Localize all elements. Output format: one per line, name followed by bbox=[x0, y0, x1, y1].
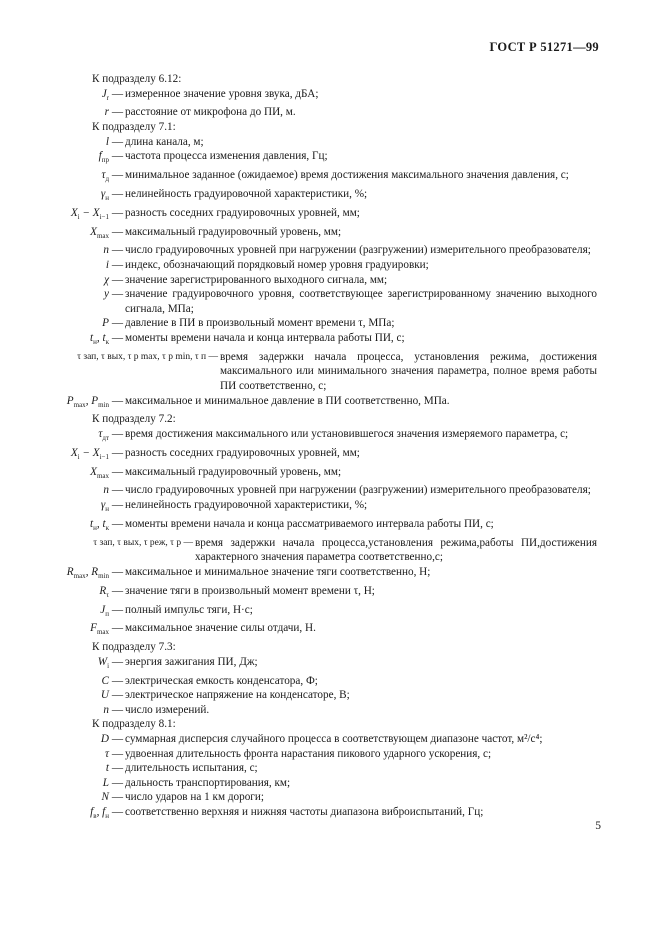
document-body bbox=[0, 72, 661, 824]
term-symbol: n — bbox=[103, 703, 123, 716]
definition-row bbox=[0, 331, 661, 350]
term-symbol: $P_{max}$, $P_{min}$ — bbox=[66, 394, 123, 409]
definition-row bbox=[0, 776, 661, 791]
definition-row bbox=[0, 703, 661, 718]
term-definition: число ударов на 1 км дороги; bbox=[125, 791, 264, 804]
term-definition: электрическая емкость конденсатора, Ф; bbox=[125, 674, 318, 687]
definition-row bbox=[0, 350, 661, 394]
term-definition: моменты времени начала и конца рассматриваемого интервала работы ПИ, с; bbox=[125, 517, 494, 530]
term-symbol: r — bbox=[104, 106, 123, 119]
term-symbol: P — bbox=[102, 317, 123, 330]
term-symbol: y — bbox=[104, 288, 123, 301]
definition-row bbox=[0, 790, 661, 805]
definition-row bbox=[0, 135, 661, 150]
definition-row bbox=[0, 655, 661, 674]
term-definition: время задержки начала процесса, установления режима, достижения максимального или минимального значения параметра, полное время работы ПИ соответственно, с; bbox=[220, 350, 597, 392]
term-symbol: $W_i$ — bbox=[97, 655, 123, 670]
definition-row bbox=[0, 747, 661, 762]
term-definition: максимальный градуировочный уровень, мм; bbox=[125, 225, 342, 238]
term-definition: число градуировочных уровней при нагружении (разгружении) измерительного преобразователя; bbox=[125, 484, 591, 497]
term-definition: минимальное заданное (ожидаемое) время достижения максимального значения давления, с; bbox=[125, 169, 569, 182]
term-definition: индекс, обозначающий порядковый номер уровня градуировки; bbox=[125, 258, 429, 271]
term-definition: значение градуировочного уровня, соответствующее зарегистрированному значению выходного сигнала, МПа; bbox=[125, 288, 597, 315]
term-definition: время достижения максимального или установившегося значения измеряемого параметра, с; bbox=[125, 427, 569, 440]
term-symbol: $X_{max}$ — bbox=[90, 465, 123, 480]
term-symbol: N — bbox=[101, 791, 123, 804]
term-definition: электрическое напряжение на конденсаторе, В; bbox=[125, 689, 350, 702]
term-symbol: $f_в$, $f_н$ — bbox=[90, 805, 123, 821]
term-definition: частота процесса изменения давления, Гц; bbox=[125, 150, 328, 163]
term-definition: полный импульс тяги, Н·с; bbox=[125, 603, 253, 616]
term-definition: нелинейность градуировочной характеристики, %; bbox=[125, 499, 368, 512]
term-symbol: l — bbox=[105, 135, 123, 148]
term-symbol: D — bbox=[100, 732, 123, 745]
term-definition: энергия зажигания ПИ, Дж; bbox=[125, 655, 258, 668]
section-heading: К подразделу 8.1: bbox=[92, 718, 176, 731]
term-symbol: τ зап, τ вых, τ реж, τ р — bbox=[93, 537, 193, 548]
term-definition: максимальное значение силы отдачи, Н. bbox=[125, 622, 316, 635]
term-definition: длина канала, м; bbox=[125, 135, 204, 148]
term-symbol: n — bbox=[103, 244, 123, 257]
section-heading: К подразделу 7.1: bbox=[92, 121, 176, 134]
term-definition: суммарная дисперсия случайного процесса в соответствующем диапазоне частот, м²/с⁴; bbox=[125, 732, 543, 745]
term-definition: измеренное значение уровня звука, дБА; bbox=[125, 87, 319, 100]
term-symbol: $J_п$ — bbox=[100, 603, 123, 618]
definition-row bbox=[0, 427, 661, 446]
definition-row bbox=[0, 187, 661, 206]
document-header: ГОСТ Р 51271—99 bbox=[489, 40, 599, 54]
term-definition: моменты времени начала и конца интервала работы ПИ, с; bbox=[125, 331, 405, 344]
term-symbol: $\gamma_н$ — bbox=[100, 499, 123, 514]
term-definition: число измерений. bbox=[125, 703, 210, 716]
term-symbol: $t_н$, $t_к$ — bbox=[90, 517, 123, 533]
term-symbol: C — bbox=[101, 674, 123, 687]
term-definition: время задержки начала процесса,установления режима,работы ПИ,достижения характерного значения параметра соответственно,с; bbox=[195, 536, 597, 564]
definition-row bbox=[0, 168, 661, 187]
term-definition: максимальный градуировочный уровень, мм; bbox=[125, 465, 342, 478]
term-definition: максимальное и минимальное значение тяги соответственно, Н; bbox=[125, 565, 431, 578]
definition-row bbox=[0, 517, 661, 536]
definition-row bbox=[0, 584, 661, 603]
term-symbol: $X_{max}$ — bbox=[90, 225, 123, 240]
definition-row bbox=[0, 761, 661, 776]
definition-row bbox=[0, 498, 661, 517]
section-heading: К подразделу 6.12: bbox=[92, 73, 182, 85]
term-definition: длительность испытания, с; bbox=[125, 762, 258, 775]
definition-row bbox=[0, 394, 661, 413]
term-definition: разность соседних градуировочных уровней, мм; bbox=[125, 446, 360, 459]
term-symbol: $J_r$ — bbox=[101, 87, 123, 102]
definition-row bbox=[0, 273, 661, 288]
definition-row bbox=[0, 688, 661, 703]
definition-row bbox=[0, 87, 661, 106]
term-symbol: t — bbox=[105, 762, 123, 775]
term-symbol: $X_i - X_{i-1}$ — bbox=[70, 446, 123, 461]
term-definition: удвоенная длительность фронта нарастания пикового ударного ускорения, с; bbox=[125, 747, 492, 760]
definition-row bbox=[0, 805, 661, 824]
term-symbol: $R_\tau$ — bbox=[99, 584, 123, 599]
term-symbol: $f_{пр}$ — bbox=[98, 150, 123, 165]
term-definition: давление в ПИ в произвольный момент времени τ, МПа; bbox=[125, 317, 395, 330]
definition-row bbox=[0, 149, 661, 168]
definition-row bbox=[0, 536, 661, 565]
term-definition: расстояние от микрофона до ПИ, м. bbox=[125, 106, 296, 119]
term-definition: максимальное и минимальное давление в ПИ соответственно, МПа. bbox=[125, 394, 450, 407]
definition-row bbox=[0, 287, 661, 316]
term-definition: дальность транспортирования, км; bbox=[125, 776, 291, 789]
definition-row bbox=[0, 206, 661, 225]
term-definition: нелинейность градуировочной характеристики, %; bbox=[125, 187, 368, 200]
definition-row bbox=[0, 483, 661, 498]
term-definition: значение зарегистрированного выходного сигнала, мм; bbox=[125, 273, 388, 286]
term-symbol: τ — bbox=[105, 747, 123, 760]
term-symbol: $\tau_{дт}$ — bbox=[98, 427, 123, 443]
definition-row bbox=[0, 565, 661, 584]
definition-row bbox=[0, 243, 661, 258]
term-symbol: $\tau_д$ — bbox=[101, 169, 123, 184]
term-definition: число градуировочных уровней при нагружении (разгружении) измерительного преобразователя; bbox=[125, 244, 591, 257]
term-symbol: n — bbox=[103, 484, 123, 497]
term-symbol: $R_{max}$, $R_{min}$ — bbox=[66, 565, 123, 581]
page-number: 5 bbox=[595, 820, 601, 832]
definition-row bbox=[0, 465, 661, 484]
term-symbol: $t_н$, $t_к$ — bbox=[90, 331, 123, 347]
term-definition: разность соседних градуировочных уровней, мм; bbox=[125, 206, 360, 219]
term-symbol: χ — bbox=[104, 273, 123, 286]
term-symbol: $X_i - X_{i-1}$ — bbox=[70, 206, 123, 221]
term-symbol: L — bbox=[102, 776, 123, 789]
definition-row bbox=[0, 732, 661, 747]
term-symbol: U — bbox=[100, 689, 123, 702]
definition-row bbox=[0, 603, 661, 622]
section-heading: К подразделу 7.3: bbox=[92, 641, 176, 654]
term-symbol: τ зап, τ вых, τ p max, τ p min, τ п — bbox=[77, 351, 218, 362]
definition-row bbox=[0, 258, 661, 273]
definition-row bbox=[0, 446, 661, 465]
definition-row bbox=[0, 105, 661, 120]
term-definition: соответственно верхняя и нижняя частоты диапазона виброиспытаний, Гц; bbox=[125, 805, 484, 818]
term-symbol: i — bbox=[105, 258, 123, 271]
term-symbol: $\gamma_н$ — bbox=[100, 187, 123, 203]
term-definition: значение тяги в произвольный момент времени τ, Н; bbox=[125, 584, 375, 597]
section-heading: К подразделу 7.2: bbox=[92, 413, 176, 426]
definition-row bbox=[0, 674, 661, 689]
term-symbol: $F_{max}$ — bbox=[90, 622, 123, 637]
definition-row bbox=[0, 621, 661, 640]
definition-row bbox=[0, 225, 661, 244]
definition-row bbox=[0, 316, 661, 331]
